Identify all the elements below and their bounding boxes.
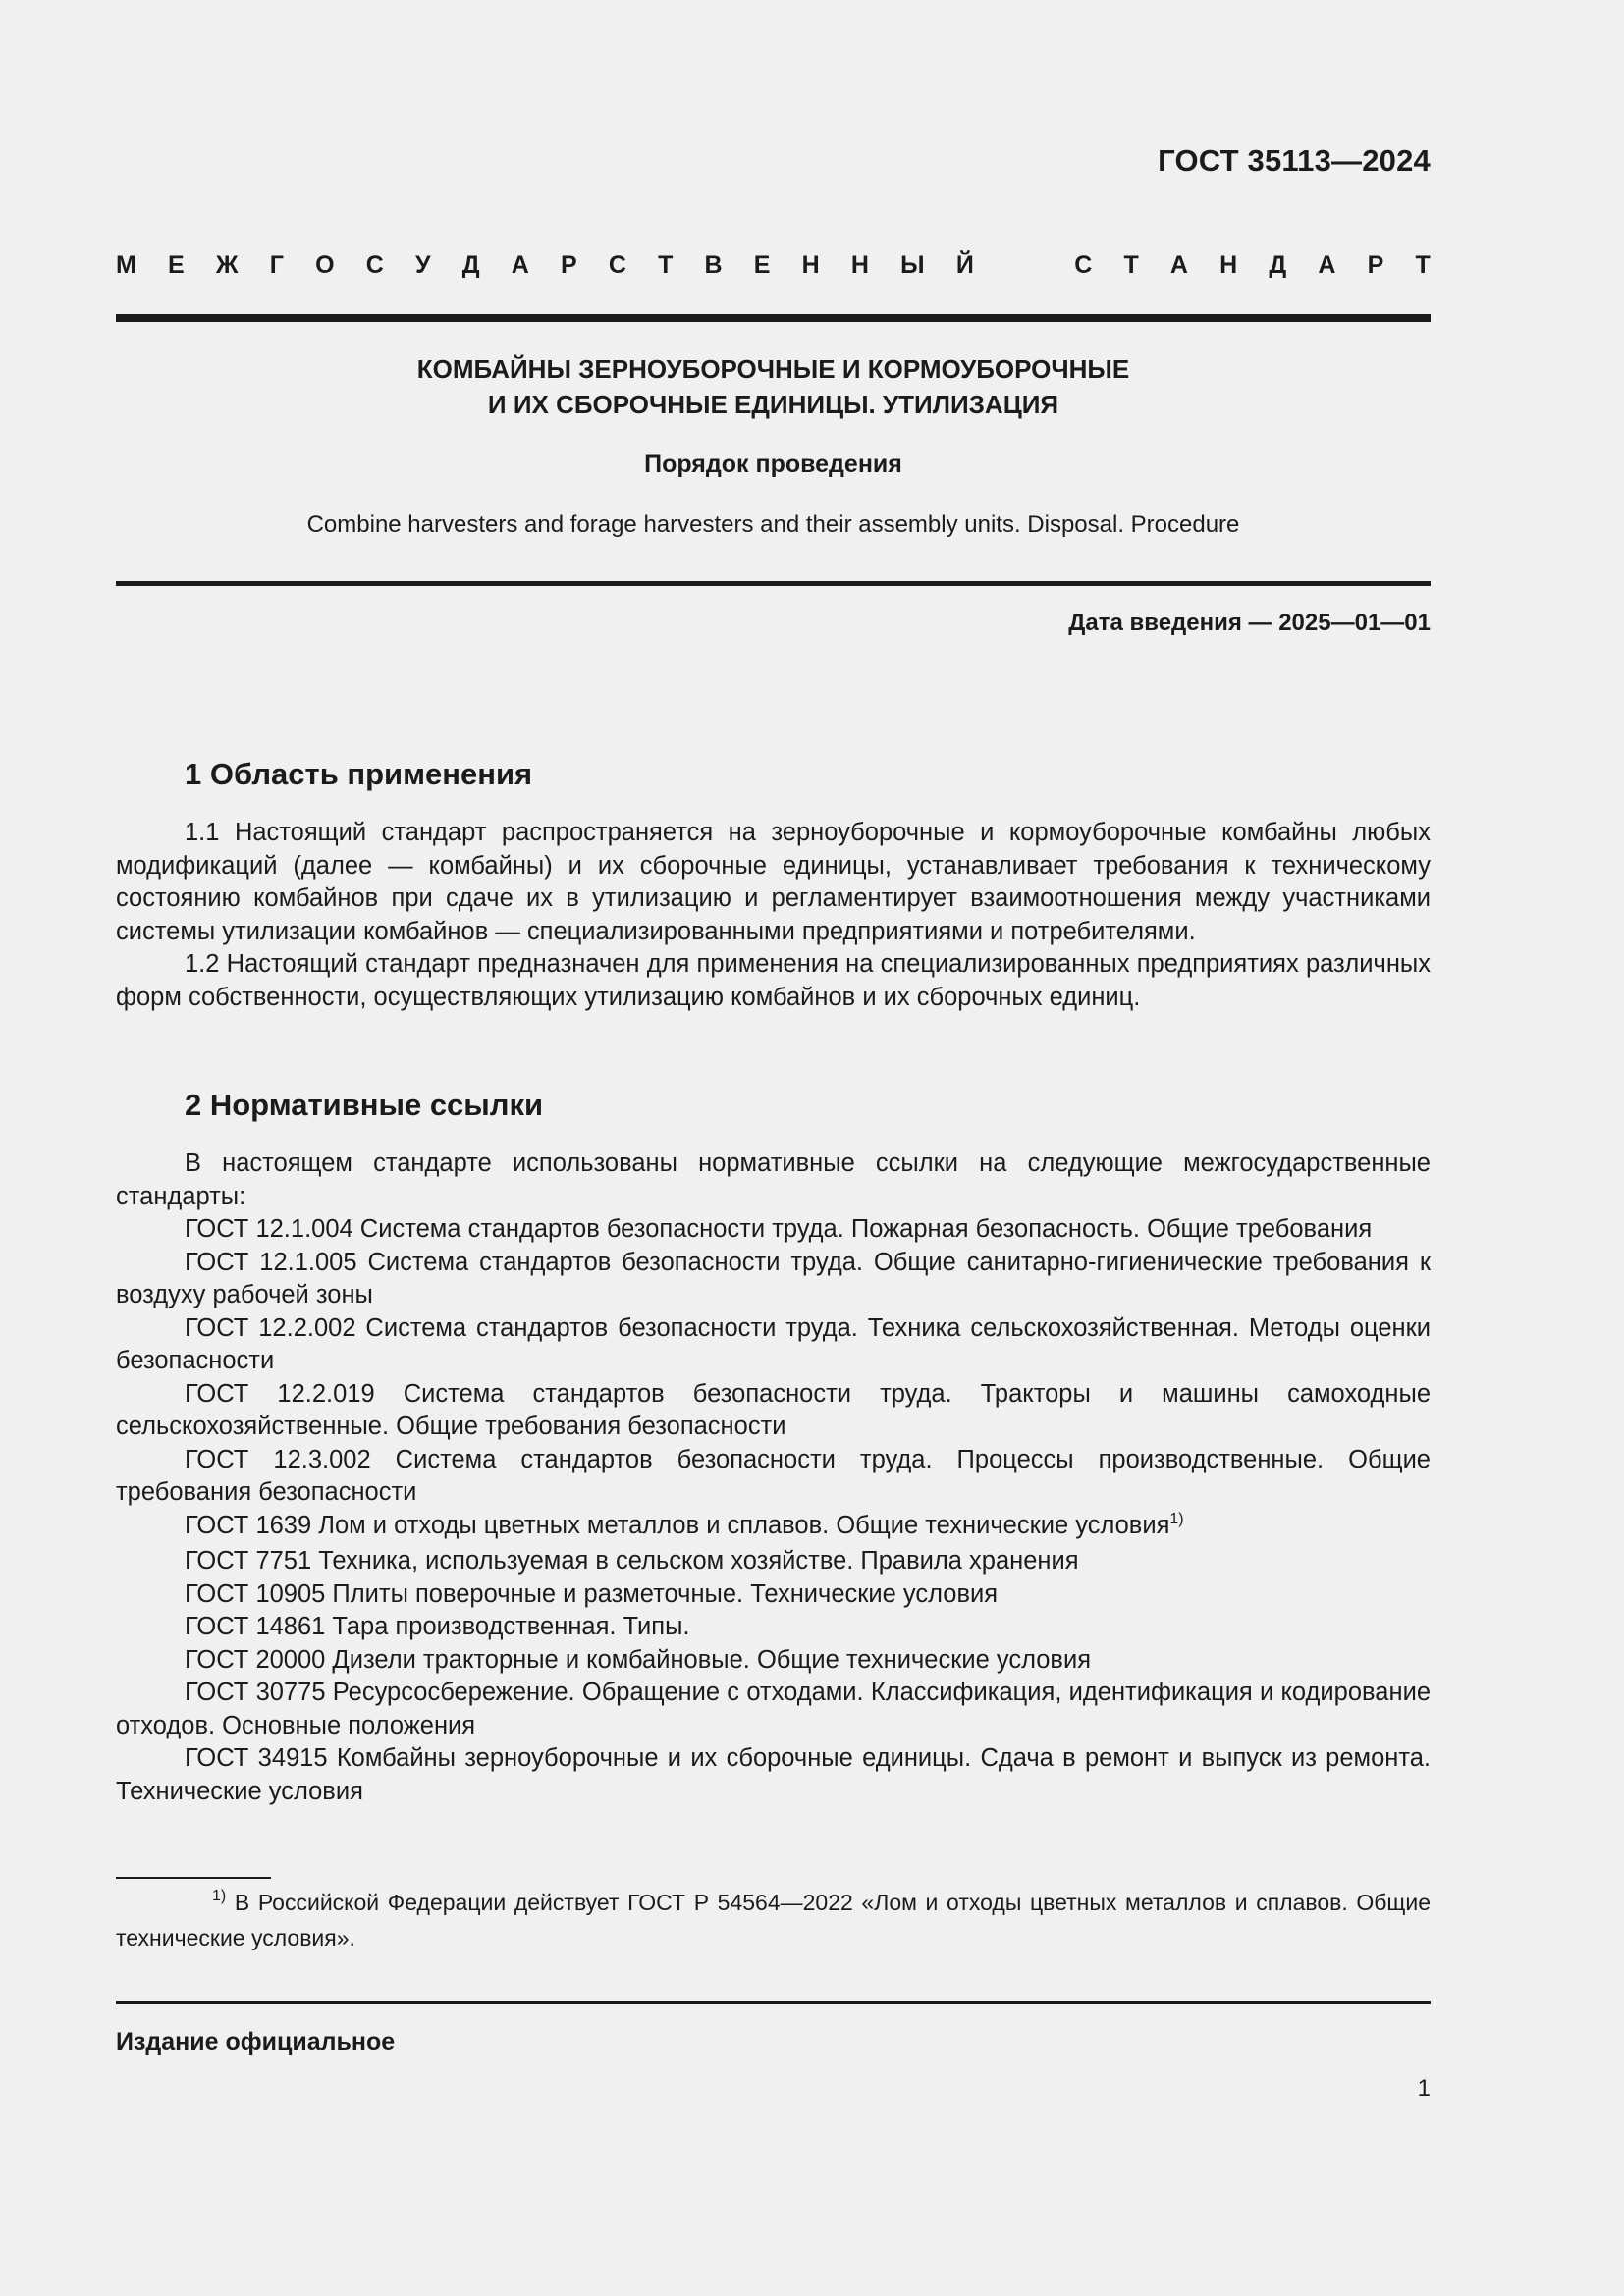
heading-letter: С [365, 251, 384, 279]
heading-letter: Р [560, 251, 577, 279]
footnote-mark: 1) [212, 1888, 227, 1904]
heading-letter: Е [168, 251, 185, 279]
section-1-body [116, 817, 1431, 1014]
heading-letter: Н [801, 251, 820, 279]
reference-item-gost-1639 [116, 1510, 1431, 1546]
title-line-1: КОМБАЙНЫ ЗЕРНОУБОРОЧНЫЕ И КОРМОУБОРОЧНЫЕ [416, 354, 1130, 384]
document-title [116, 351, 1431, 422]
reference-item: ГОСТ 34915 Комбайны зерноуборочные и их сборочные единицы. Сдача в ремонт и выпуск из ремонта. Технические условия [116, 1744, 1431, 1805]
heading-letter: У [414, 251, 431, 279]
heading-letter: М [116, 251, 136, 279]
heading-letter: С [608, 251, 626, 279]
title-line-2: И ИХ СБОРОЧНЫЕ ЕДИНИЦЫ. УТИЛИЗАЦИЯ [487, 390, 1059, 419]
reference-item: ГОСТ 12.1.004 Система стандартов безопасности труда. Пожарная безопасность. Общие требования [185, 1215, 1373, 1243]
heading-letter: О [315, 251, 335, 279]
word-gap [1005, 251, 1043, 280]
heading-letter: Д [1269, 251, 1287, 279]
document-subtitle: Порядок проведения [644, 451, 902, 478]
heading-letter: Д [461, 251, 480, 279]
official-edition-label: Издание официальное [116, 2028, 396, 2056]
header-rule [116, 314, 1431, 322]
heading-letter: С [1074, 251, 1093, 279]
heading-letter: Н [850, 251, 869, 279]
heading-letter: А [511, 251, 529, 279]
reference-item: ГОСТ 12.2.019 Система стандартов безопасности труда. Тракторы и машины самоходные сельскохозяйственные. Общие требования безопасности [116, 1379, 1431, 1440]
heading-letter: Н [1219, 251, 1238, 279]
heading-letter: Р [1367, 251, 1384, 279]
heading-letter: Т [658, 251, 674, 279]
standard-number: ГОСТ 35113—2024 [1158, 143, 1431, 178]
footnote-text: В Российской Федерации действует ГОСТ Р 54564—2022 «Лом и отходы цветных металлов и сплавов. Общие технические условия». [116, 1890, 1431, 1950]
heading-letter: Т [1123, 251, 1139, 279]
footnote-reference: 1) [1169, 1510, 1184, 1527]
interstate-standard-heading [116, 251, 1431, 280]
section-2-intro: В настоящем стандарте использованы нормативные ссылки на следующие межгосударственные стандарты: [116, 1149, 1431, 1210]
heading-letter: Е [753, 251, 771, 279]
heading-letter: Т [1415, 251, 1431, 279]
reference-item: ГОСТ 12.2.002 Система стандартов безопасности труда. Техника сельскохозяйственная. Методы оценки безопасности [116, 1313, 1431, 1374]
footnote [116, 1887, 1431, 1953]
footer-rule [116, 2001, 1431, 2004]
reference-item: ГОСТ 10905 Плиты поверочные и разметочные. Технические условия [185, 1579, 999, 1608]
reference-item: ГОСТ 14861 Тара производственная. Типы. [185, 1613, 690, 1640]
reference-item: ГОСТ 7751 Техника, используемая в сельском хозяйстве. Правила хранения [185, 1547, 1079, 1575]
title-rule [116, 581, 1431, 586]
paragraph-1-2: 1.2 Настоящий стандарт предназначен для применения на специализированных предприятиях различных форм собственности, осуществляющих утилизацию комбайнов и их сборочных единиц. [116, 950, 1431, 1011]
reference-text: ГОСТ 1639 Лом и отходы цветных металлов и сплавов. Общие технические условия [185, 1511, 1170, 1539]
reference-item: ГОСТ 12.3.002 Система стандартов безопасности труда. Процессы производственные. Общие требования безопасности [116, 1445, 1431, 1506]
reference-item: ГОСТ 12.1.005 Система стандартов безопасности труда. Общие санитарно-гигиенические требования к воздуху рабочей зоны [116, 1248, 1431, 1308]
heading-letter: Й [955, 251, 974, 279]
heading-letter: Г [269, 251, 284, 279]
section-2-heading: 2 Нормативные ссылки [185, 1088, 544, 1122]
heading-letter: В [704, 251, 723, 279]
reference-item: ГОСТ 30775 Ресурсосбережение. Обращение с отходами. Классификация, идентификация и кодирование отходов. Основные положения [116, 1679, 1431, 1739]
page-number: 1 [1417, 2075, 1431, 2102]
heading-letter: Ы [900, 251, 925, 279]
heading-letter: А [1318, 251, 1336, 279]
reference-item: ГОСТ 20000 Дизели тракторные и комбайновые. Общие технические условия [185, 1645, 1092, 1674]
section-2-body [116, 1148, 1431, 1808]
english-title: Combine harvesters and forage harvesters and their assembly units. Disposal. Procedure [306, 511, 1240, 538]
section-1-heading: 1 Область применения [185, 757, 533, 791]
introduction-date: Дата введения — 2025—01—01 [1068, 610, 1431, 636]
footnote-separator [116, 1877, 271, 1879]
heading-letter: Ж [215, 251, 239, 279]
heading-letter: А [1169, 251, 1188, 279]
paragraph-1-1: 1.1 Настоящий стандарт распространяется на зерноуборочные и кормоуборочные комбайны любых модификаций (далее — комбайны) и их сборочные единицы, устанавливает требования к техническому состоянию комбайнов при сдаче их в утилизацию и регламентирует взаимоотношения между участниками системы утилизации комбайнов — специализированными предприятиями и потребителями. [116, 819, 1431, 945]
